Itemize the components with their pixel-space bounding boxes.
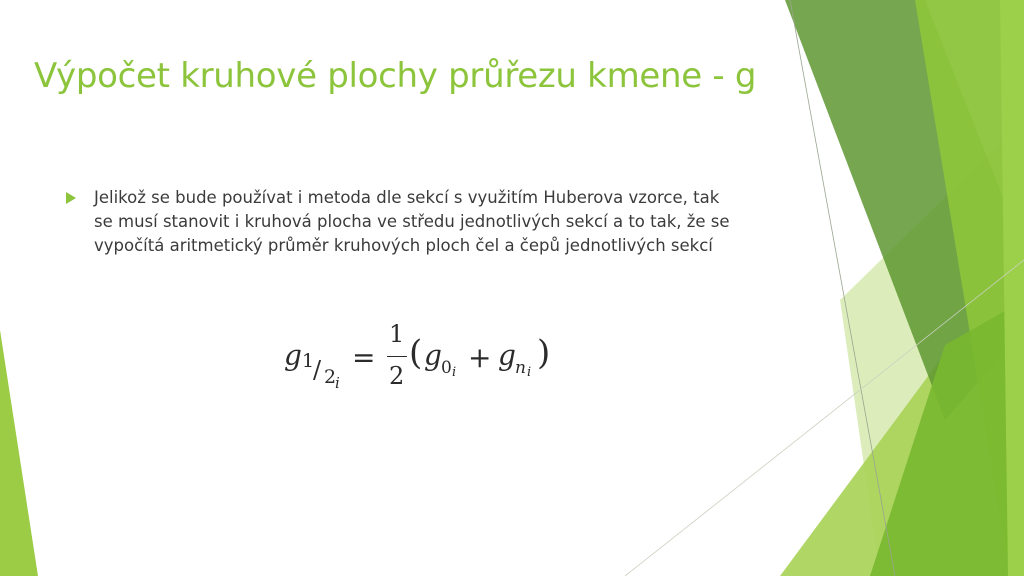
- left-edge-shape: [0, 330, 38, 576]
- bullet-text: [94, 186, 764, 258]
- formula-lhs-numerator: 1: [302, 350, 315, 372]
- formula-term2-symbol: g: [498, 339, 516, 372]
- bullet-item: [64, 186, 764, 258]
- bullet-line-3: vypočítá aritmetický průměr kruhových ploch čel a čepů jednotlivých sekcí: [94, 236, 713, 255]
- formula-lhs-slash: /: [313, 356, 322, 384]
- formula-lhs-symbol: g: [284, 339, 302, 372]
- formula-lhs-denominator: 2: [324, 366, 337, 388]
- formula-open-paren: (: [409, 333, 423, 373]
- formula-lhs-index: i: [335, 374, 340, 392]
- bullet-line-1: Jelikož se bude používat i metoda dle sekcí s využitím Huberova vzorce, tak: [94, 188, 720, 207]
- formula-close-paren: ): [537, 333, 551, 373]
- slide-title: Výpočet kruhové plochy průřezu kmene - g: [34, 56, 757, 96]
- formula-term1-index: i: [452, 365, 457, 380]
- formula-term2-index: i: [527, 365, 532, 380]
- formula-frac-numerator: 1: [389, 320, 405, 348]
- slide-content: [64, 186, 764, 258]
- formula-term1-sub: 0: [441, 358, 452, 378]
- bullet-triangle-icon: [66, 192, 76, 204]
- formula-fraction-bar: [387, 356, 407, 357]
- formula-term1-symbol: g: [424, 339, 442, 372]
- formula-equals: =: [352, 341, 376, 374]
- formula-plus: +: [468, 341, 492, 374]
- formula-frac-denominator: 2: [389, 362, 405, 390]
- bullet-line-2: se musí stanovit i kruhová plocha ve středu jednotlivých sekcí a to tak, že se: [94, 212, 730, 231]
- formula-term2-sub: n: [515, 358, 526, 378]
